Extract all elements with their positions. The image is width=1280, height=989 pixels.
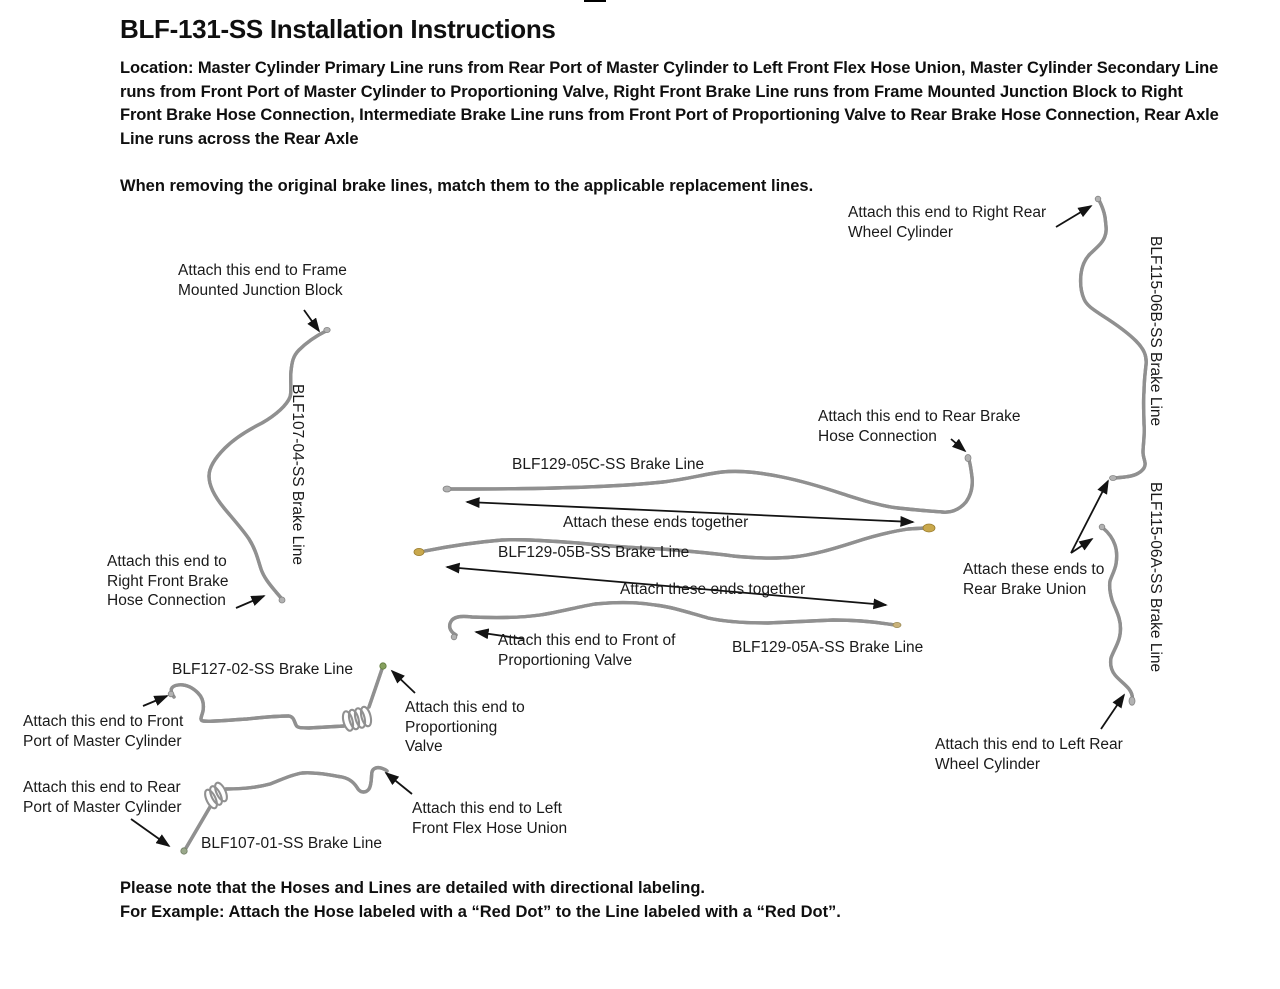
fitting-blf107-01-bottom	[181, 848, 187, 854]
callout-left-rear-wheel: Attach this end to Left Rear Wheel Cylinder	[935, 736, 1123, 773]
callout-rear-port-mc: Attach this end to Rear Port of Master Cylinder	[23, 779, 182, 816]
callout-ends-together-2: Attach these ends together	[620, 581, 806, 598]
footer-note-example: For Example: Attach the Hose labeled with a “Red Dot” to the Line labeled with a “Red Dot”.	[120, 903, 841, 921]
part-label-blf129-05c: BLF129-05C-SS Brake Line	[512, 456, 705, 473]
callout-frame-junction: Attach this end to Frame Mounted Junction Block	[178, 262, 347, 299]
part-label-blf115-06b-vertical: BLF115-06B-SS Brake Line	[1147, 236, 1164, 427]
callout-prop-valve: Attach this end to Proportioning Valve	[405, 699, 525, 755]
fitting-blf107-04-bottom	[279, 597, 285, 603]
callout-front-port-mc: Attach this end to Front Port of Master Cylinder	[23, 713, 184, 750]
front-port-mc-arrow	[143, 696, 167, 706]
fitting-blf115-06a-top	[1099, 524, 1105, 530]
part-label-blf107-04-vertical: BLF107-04-SS Brake Line	[289, 384, 306, 565]
page-title: BLF-131-SS Installation Instructions	[120, 14, 556, 44]
fitting-blf129-05a-left	[451, 634, 457, 640]
brake-line-highlight	[1081, 200, 1147, 478]
fitting-blf127-02-top	[380, 663, 386, 669]
rear-port-mc-arrow	[131, 819, 169, 846]
part-label-blf129-05b: BLF129-05B-SS Brake Line	[498, 544, 690, 561]
brake-line-highlight	[1103, 528, 1132, 701]
fitting-blf129-05c-left	[443, 486, 451, 492]
footer-note-directional: Please note that the Hoses and Lines are detailed with directional labeling.	[120, 879, 705, 897]
part-label-blf107-01: BLF107-01-SS Brake Line	[201, 835, 382, 852]
part-label-blf127-02: BLF127-02-SS Brake Line	[172, 661, 353, 678]
fitting-blf129-05c-right	[965, 455, 971, 462]
callout-ends-together-1: Attach these ends together	[563, 514, 749, 531]
right-front-hose-arrow	[236, 596, 264, 608]
callout-front-prop-valve: Attach this end to Front of Proportioning Valve	[498, 632, 676, 669]
location-paragraph: Location: Master Cylinder Primary Line runs from Rear Port of Master Cylinder to Left Front Flex Hose Union, Master Cylinder Secondary Line runs from Front Port of Master Cylinder to Proportioning Valve, Right Front Brake Line runs from Frame Mounted Junction Block to Right Front Brake Hose Connection, Intermediate Brake Line runs from Front Port of Proportioning Valve to Rear Brake Hose Connection, Rear Axle Line runs across the Rear Axle	[120, 59, 1219, 148]
frame-junction-arrow	[304, 310, 319, 331]
callout-rear-brake-union: Attach these ends to Rear Brake Union	[963, 561, 1105, 598]
callout-rear-brake-hose: Attach this end to Rear Brake Hose Connection	[818, 408, 1021, 445]
match-note: When removing the original brake lines, match them to the applicable replacement lines.	[120, 177, 814, 195]
fitting-blf127-02-left	[168, 691, 174, 697]
fitting-blf115-06b-top	[1095, 196, 1101, 202]
brake-line-highlight	[226, 768, 387, 792]
left-rear-wheel-arrow	[1101, 695, 1124, 729]
fitting-blf129-05b-left	[414, 548, 424, 555]
brake-line-highlight	[369, 669, 382, 707]
fitting-blf115-06b-bottom	[1110, 476, 1117, 481]
fitting-blf107-04-top	[324, 327, 330, 332]
fitting-blf129-05a-right	[893, 622, 901, 627]
callout-right-front-hose: Attach this end to Right Front Brake Hose Connection	[107, 553, 229, 609]
right-rear-wheel-arrow	[1056, 206, 1091, 227]
fitting-blf129-05b-right	[923, 524, 935, 532]
prop-valve-arrow	[392, 671, 415, 693]
rear-brake-union-arrow-upper	[1071, 481, 1108, 553]
part-label-blf115-06a-vertical: BLF115-06A-SS Brake Line	[1147, 482, 1164, 673]
fitting-blf115-06a-bottom	[1129, 697, 1135, 705]
gravel-guard-coil-blf107-01	[203, 781, 230, 810]
part-label-blf129-05a: BLF129-05A-SS Brake Line	[732, 639, 924, 656]
left-front-flex-arrow	[386, 773, 412, 794]
callout-left-front-flex: Attach this end to Left Front Flex Hose Union	[412, 800, 568, 837]
gravel-guard-coil-blf127-02	[341, 706, 373, 732]
callout-right-rear-wheel: Attach this end to Right Rear Wheel Cylinder	[848, 204, 1047, 241]
